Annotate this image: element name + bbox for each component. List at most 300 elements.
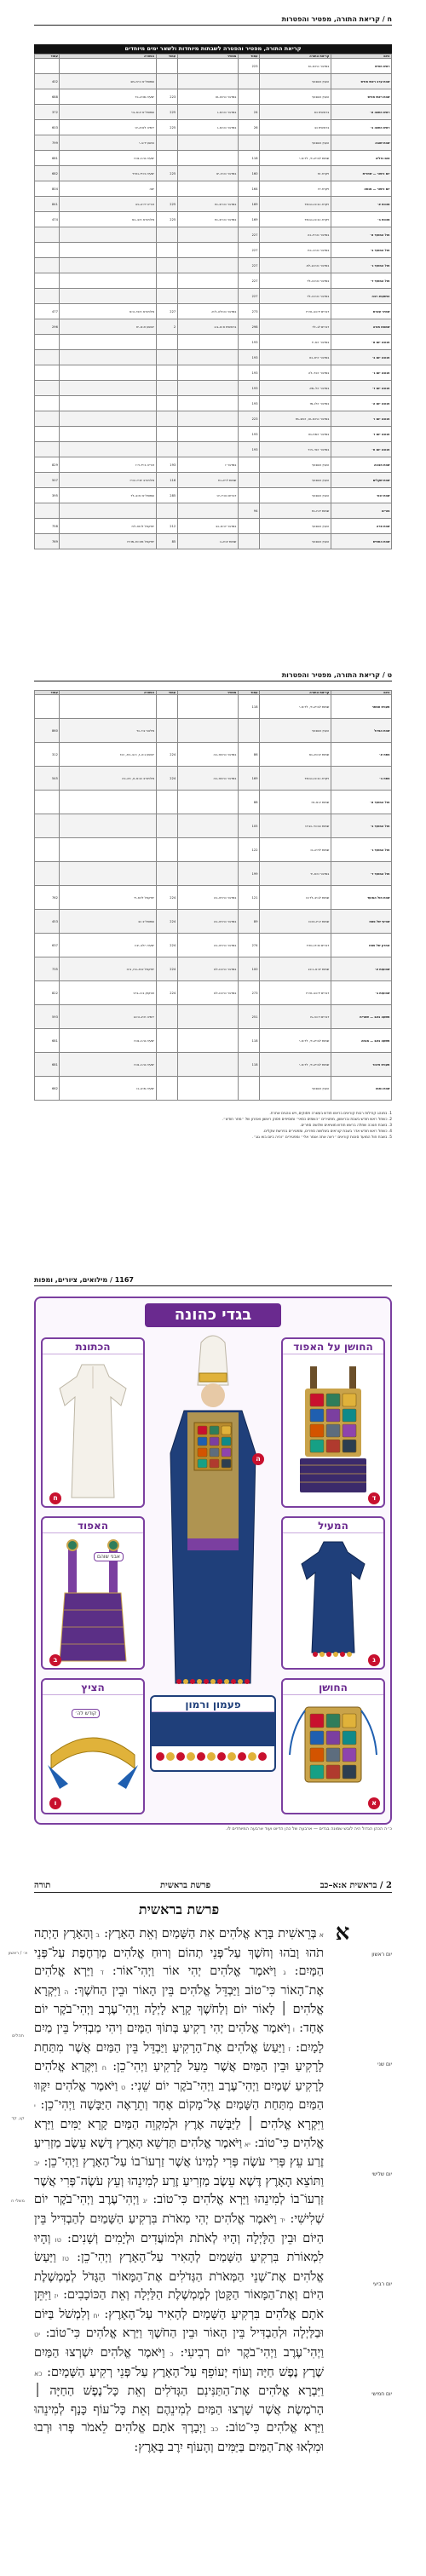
table-cell: במדבר ז	[177, 457, 238, 473]
table-cell: 225	[156, 166, 177, 181]
table-row	[35, 258, 392, 273]
table-cell: ויקרא כב:כו–כג:מד	[259, 767, 331, 791]
table-cell	[238, 488, 259, 503]
card-choshen-on-ephod	[281, 1337, 385, 1508]
day-cell: שבת נחמו	[331, 1077, 391, 1101]
table-cell: במדבר כט:כג–לא	[259, 258, 331, 273]
table-row	[35, 289, 392, 304]
table-cell	[238, 457, 259, 473]
table-cell	[35, 273, 60, 289]
table-cell	[177, 1005, 238, 1029]
pomegranate-icon	[217, 1752, 226, 1761]
table-cell: 225	[156, 120, 177, 135]
table-cell	[177, 396, 238, 411]
garments-caption: כ״ה הכהן הגדול היה לובש שמונה בגדים — ארבעה של כהן הדיוט ועוד ארבעה המיוחדים לו.	[226, 1826, 392, 1831]
verse-number: כ	[164, 2350, 174, 2359]
card-choshen	[281, 1678, 385, 1814]
table-cell: במדבר כח:כו–לא	[177, 981, 238, 1005]
table-row	[35, 981, 392, 1005]
table-cell: 193	[238, 427, 259, 442]
day-cell: אחרון של פסח	[331, 934, 391, 957]
gemstone	[310, 1731, 324, 1745]
table-cell	[60, 427, 156, 442]
badge-choshen: א	[368, 1797, 380, 1809]
table-cell: 298	[238, 319, 259, 335]
table-row	[35, 814, 392, 838]
table-cell: 395	[35, 488, 60, 503]
table-cell: 223	[156, 89, 177, 105]
table-cell: בראשית כב	[259, 120, 331, 135]
gemstone	[343, 1394, 356, 1406]
table-cell: 118	[238, 1053, 259, 1077]
table-cell: במדבר כט:יב–טז	[177, 197, 238, 212]
table-cell: מלכים־ב יא:יז–יב:יז	[60, 473, 156, 488]
table-cell: 193	[156, 457, 177, 473]
table-cell: שמות כב:כד–כג:יט	[259, 814, 331, 838]
table-cell: 682	[35, 166, 60, 181]
badge-ketonet: ח	[49, 1492, 61, 1504]
page-header-left: תורה	[34, 1881, 51, 1890]
table-row	[35, 151, 392, 166]
callout-kodesh-lashem: קודש לה׳	[72, 1709, 100, 1718]
table-cell	[35, 350, 60, 365]
column-header: עמוד	[238, 691, 259, 695]
table-row	[35, 105, 392, 120]
table-cell: הענין השבועי	[259, 519, 331, 534]
table-cell	[156, 135, 177, 151]
table-row	[35, 89, 392, 105]
verse-text: וַיֹּאמֶר אֱלֹהִים יְהִי מְאֹרֹת בִּרְקִיעַ הַשָּׁמַיִם לְהַבְדִּיל בֵּין הַיּוֹם וּבֵין הַלָּיְלָה וְהָיוּ לְאֹתֹת וּלְמוֹעֲדִים וּלְיָמִים וְשָׁנִים:	[34, 2211, 324, 2245]
day-cell: חול המועד א׳	[331, 227, 391, 243]
table-cell: במדבר כט:כ–כח	[259, 243, 331, 258]
table-cell	[35, 814, 60, 838]
table-cell: 603	[35, 120, 60, 135]
verse-number: ג	[276, 1969, 286, 1977]
table-cell: במדבר ז:כד–לה	[259, 365, 331, 381]
table-cell: 507	[35, 473, 60, 488]
day-cell: שבת פרה	[331, 519, 391, 534]
table-cell: שמות לב:יא–יד, לד:א–י	[259, 695, 331, 719]
table-cell: מלאכי ג:ד–כד	[60, 719, 156, 743]
table-cell	[156, 862, 177, 886]
table-cell: הענין השבועי	[259, 488, 331, 503]
table-cell: זכריה ב:יד–ד:ז	[60, 457, 156, 473]
table-row	[35, 862, 392, 886]
pomegranate-icon	[340, 1652, 345, 1657]
table-cell: 224	[156, 957, 177, 981]
table-cell	[238, 74, 259, 89]
table-cell	[156, 350, 177, 365]
table-cell: במדבר ז:ל–מא	[259, 381, 331, 396]
table-cell	[177, 151, 238, 166]
verse-text: וַיַּעַשׂ אֱלֹהִים אֶת־שְׁנֵי הַמְּאֹרֹת הַגְּדֹלִים אֶת־הַמָּאוֹר הַגָּדֹל לְמֶמְשֶׁלֶת הַיּוֹם וְאֶת־הַמָּאוֹר הַקָּטֹן לְמֶמְשֶׁלֶת הַלַּיְלָה וְאֵת הַכּוֹכָבִים:	[34, 2251, 324, 2303]
table-row	[35, 350, 392, 365]
gemstone	[310, 1424, 324, 1437]
margin-note: יום ראשון	[371, 1952, 392, 1958]
table-row	[35, 197, 392, 212]
table-cell: 273	[238, 304, 259, 319]
table-cell: 224	[156, 886, 177, 910]
table-cell: שמות יב:א–כ	[177, 534, 238, 549]
day-cell: חול המועד ב׳	[331, 243, 391, 258]
table-cell	[60, 381, 156, 396]
day-cell: שבועות א׳	[331, 957, 391, 981]
table-cell	[238, 135, 259, 151]
day-cell: שבת ערב ראש חודש	[331, 74, 391, 89]
table-cell	[35, 503, 60, 519]
day-cell: שבת חול המועד	[331, 886, 391, 910]
day-cell: שביעי של פסח	[331, 910, 391, 934]
table-cell	[156, 243, 177, 258]
table-cell	[238, 473, 259, 488]
table-cell: 24	[238, 105, 259, 120]
table-cell: 225	[156, 197, 177, 212]
table-cell	[156, 181, 177, 197]
day-cell: שבת ראש חודש	[331, 89, 391, 105]
verse-number: יז	[50, 2292, 59, 2301]
column-header: קריאת התורה	[259, 691, 331, 695]
gemstone	[343, 1424, 356, 1437]
table-cell: דברים טו:יט–טז:יז	[259, 934, 331, 957]
verse-text: וַיִּבְרָא אֱלֹהִים אֶת־הַתַּנִּינִם הַגְּדֹלִים וְאֵת כָּל־נֶפֶשׁ הַחַיָּה ׀ הָרֹמֶשֶׂת אֲשֶׁר שָׁרְצוּ הַמַּיִם לְמִינֵהֶם וְאֵת כָּל־עוֹף כָּנָף לְמִינֵהוּ וַיַּרְא אֱלֹהִים כִּי־טוֹב:	[34, 2384, 324, 2435]
table-cell: 2	[156, 319, 177, 335]
badge-tzitz: ו	[49, 1797, 61, 1809]
chapter-mark: א	[335, 1920, 350, 1946]
choshen-ephod-illustration	[283, 1354, 383, 1504]
bell-icon	[320, 1652, 325, 1657]
table-cell: במדבר כט:יז–כה	[259, 227, 331, 243]
table-row	[35, 396, 392, 411]
table-cell: 251	[238, 1005, 259, 1029]
day-cell: שמחת תורה	[331, 319, 391, 335]
gemstone	[310, 1394, 324, 1406]
table-cell	[35, 396, 60, 411]
table-cell: 453	[35, 910, 60, 934]
table-cell	[177, 381, 238, 396]
high-priest-figure	[150, 1334, 276, 1692]
margin-note: יום חמישי	[371, 2391, 392, 2397]
section-title: פרשת בראשית	[138, 1901, 220, 1918]
table-cell: דברים יד:כב–טז:יז	[259, 981, 331, 1005]
gemstone	[310, 1748, 324, 1762]
pomegranate-icon	[190, 1679, 195, 1684]
table-row	[35, 411, 392, 427]
day-cell: שבת שקלים	[331, 473, 391, 488]
table-cell: 193	[238, 335, 259, 350]
table-cell: 89	[238, 910, 259, 934]
card-title: הציץ	[43, 1680, 143, 1695]
gemstone	[326, 1424, 340, 1437]
table-cell: 227	[238, 273, 259, 289]
day-cell: תשעה באב — שחרית	[331, 1005, 391, 1029]
table-cell	[177, 1029, 238, 1053]
column-header: עמוד	[35, 691, 60, 695]
table-cell: 193	[238, 396, 259, 411]
table-cell: 122	[238, 838, 259, 862]
table-cell	[238, 519, 259, 534]
verse-text: וַיְהִי־עֶרֶב וַיְהִי־בֹקֶר יוֹם שְׁלִישִׁי:	[34, 2193, 324, 2226]
table-cell	[35, 365, 60, 381]
table-cell: ישעיה נה:ו–נו:ח	[60, 151, 156, 166]
day-cell: חול המועד ג׳	[331, 838, 391, 862]
verse-number: ה	[60, 1987, 69, 1996]
table-cell: יהושע ג:ה–ז, ה:ב–ו:א, ו:כז	[60, 743, 156, 767]
readings-table-2	[34, 690, 392, 1101]
gemstone	[222, 1426, 231, 1435]
page-table-special-days	[0, 0, 426, 596]
day-cell: שבת זכור	[331, 488, 391, 503]
table-row	[35, 212, 392, 227]
card-title: המעיל	[283, 1518, 383, 1533]
table-cell	[177, 273, 238, 289]
margin-note: יום שני	[377, 2061, 392, 2067]
card-title: הכתונת	[43, 1339, 143, 1354]
table-row	[35, 304, 392, 319]
ketonet-illustration	[43, 1354, 143, 1504]
table-cell: שמות לג:יב–לד:כו	[259, 886, 331, 910]
day-cell: שבת חנוכה	[331, 457, 391, 473]
table-row	[35, 886, 392, 910]
table-cell	[177, 503, 238, 519]
table-cell: 169	[238, 767, 259, 791]
gemstone	[210, 1426, 219, 1435]
table-cell	[60, 59, 156, 74]
verse-text: וַיִּתֵּן אֹתָם אֱלֹהִים בִּרְקִיעַ הַשָּׁמָיִם לְהָאִיר עַל־הָאָרֶץ:	[34, 2288, 324, 2321]
table-cell	[35, 243, 60, 258]
card-tzitz	[41, 1678, 145, 1814]
table-cell: 85	[156, 534, 177, 549]
table-row	[35, 767, 392, 791]
verse-number: ו	[290, 2025, 295, 2033]
gemstone	[326, 1748, 340, 1762]
table-cell: במדבר כט:ז–יא	[177, 166, 238, 181]
page-bereshit	[0, 1866, 426, 2576]
table-row	[35, 695, 392, 719]
page-header-right: ח / קריאת התורה, מפטיר והפטרות	[281, 15, 392, 23]
table-cell: 372	[35, 105, 60, 120]
table-cell	[35, 427, 60, 442]
day-cell: חנוכה יום ה׳	[331, 396, 391, 411]
gemstone	[210, 1448, 219, 1457]
table-cell	[156, 814, 177, 838]
table-row	[35, 473, 392, 488]
table-cell	[35, 335, 60, 350]
bell-icon	[210, 1679, 216, 1684]
verse-number: א	[316, 1931, 324, 1939]
margin-notes	[331, 1951, 392, 2500]
table-cell	[60, 396, 156, 411]
table-cell: 477	[35, 304, 60, 319]
day-cell: פסח א׳	[331, 743, 391, 767]
table-cell: דברים לג–לד	[259, 319, 331, 335]
pomegranate-icon	[313, 1652, 318, 1657]
verse-text: וַיִּקְרָא אֱלֹהִים ׀ לָאוֹר יוֹם וְלַחֹשֶׁךְ קָרָא לָיְלָה וַיְהִי־עֶרֶב וַיְהִי־בֹקֶר יוֹם אֶחָד:	[34, 1983, 324, 2035]
table-row	[35, 442, 392, 457]
table-cell: 758	[35, 519, 60, 534]
table-cell: יחזקאל א:א–כח, ג:יב	[60, 957, 156, 981]
table-cell: 274	[238, 934, 259, 957]
table-cell	[60, 411, 156, 427]
table-row	[35, 74, 392, 89]
table-cell: 116	[156, 473, 177, 488]
bells-pomegranates-illustration	[152, 1712, 274, 1770]
table-cell: 227	[238, 258, 259, 273]
table-cell: 545	[35, 767, 60, 791]
bell-icon	[333, 1652, 338, 1657]
table-cell: שמות לד:א–כו	[259, 838, 331, 862]
card-ketonet	[41, 1337, 145, 1508]
table-cell	[35, 227, 60, 243]
page-header	[34, 12, 392, 26]
card-title: החושן על האפוד	[283, 1339, 383, 1354]
day-cell: ראש השנה ב׳	[331, 120, 391, 135]
cross-reference: תהלים	[12, 2033, 24, 2038]
table-cell	[35, 791, 60, 814]
card-meil	[281, 1516, 385, 1670]
table-cell: 193	[238, 381, 259, 396]
gemstone	[326, 1765, 340, 1779]
table-cell: שמות יז:ח–טז	[259, 503, 331, 519]
table-cell: ישעיה נה:ו–נו:ח	[60, 1053, 156, 1077]
column-header: הפטרה	[60, 691, 156, 695]
footnote: 3. בשבת חנוכה שחלה בראש חודש מוציאים שלושה ספרים.	[300, 1124, 392, 1128]
column-header: עמוד	[35, 55, 60, 59]
table-row	[35, 319, 392, 335]
table-row	[35, 1077, 392, 1101]
table-cell	[177, 258, 238, 273]
table-cell: ישעיה מ:א–כו	[60, 1077, 156, 1101]
card-title: החושן	[283, 1680, 383, 1695]
table-cell: 227	[238, 289, 259, 304]
gemstone	[198, 1459, 207, 1468]
table-cell: במדבר ז:יח–כט	[259, 350, 331, 365]
table-cell	[177, 1077, 238, 1101]
day-cell: חנוכה יום ז׳	[331, 427, 391, 442]
table-cell: ירמיה ח:יג–ט:כג	[60, 1005, 156, 1029]
verse-text: וַיֹּאמֶר אֱלֹהִים יְהִי רָקִיעַ בְּתוֹךְ הַמָּיִם וִיהִי מַבְדִּיל בֵּין מַיִם לָמָיִם:	[34, 2021, 324, 2055]
table-cell: 224	[156, 910, 177, 934]
table-cell: במדבר יט:א–כב	[177, 519, 238, 534]
verse-number: ח	[97, 2064, 106, 2073]
table-cell: 169	[238, 197, 259, 212]
table-cell: דברים כה:יז–יט	[177, 488, 238, 503]
table-cell: 285	[156, 488, 177, 503]
table-row	[35, 365, 392, 381]
pomegranate-icon	[245, 1679, 250, 1684]
table-cell	[177, 289, 238, 304]
table-cell: שמואל־א א:א–ב:י	[60, 105, 156, 120]
table-cell: יהושע א:א–יח	[60, 319, 156, 335]
table-cell: 164	[238, 181, 259, 197]
gemstone	[210, 1437, 219, 1446]
table-cell: דברים יד:כב–טז:יז	[259, 304, 331, 319]
table-cell: 225	[156, 105, 177, 120]
gemstone	[310, 1440, 324, 1452]
page-header-left: 1167 / מילואים, ציורים, ומפות	[34, 1276, 134, 1284]
table-cell: שמות לב:יא–יד, לד:א–י	[259, 1053, 331, 1077]
day-cell: יום כיפור — מנחה	[331, 181, 391, 197]
table-cell: שמואל־א טו:ב–לד	[60, 488, 156, 503]
table-cell	[60, 814, 156, 838]
ephod-illustration	[43, 1533, 143, 1666]
day-cell: חנוכה יום ד׳	[331, 381, 391, 396]
table-cell: במדבר כח:יט–כה	[177, 934, 238, 957]
table-cell	[60, 791, 156, 814]
table-row	[35, 335, 392, 350]
column-header: היום	[331, 691, 391, 695]
table-cell	[177, 335, 238, 350]
table-cell: ישעיה סו:א–כד	[60, 89, 156, 105]
page-table-festivals	[0, 656, 426, 1201]
table-cell: הענין השבועי	[259, 473, 331, 488]
table-cell: הענין השבועי	[259, 719, 331, 743]
footnote: 2. כשחל ראש חודש בשבת ובראשון, מפטירים ״השמים כסאי״ ומוסיפים פסוק ראשון ואחרון של ״מחר חודש״.	[222, 1118, 392, 1122]
table-cell: שמות לב:יא–יד, לד:א–י	[259, 1029, 331, 1053]
table-row	[35, 166, 392, 181]
table-cell: דברים ד:כה–מ	[259, 1005, 331, 1029]
gemstone	[210, 1459, 219, 1468]
verse-text: וַיַּעַשׂ אֱלֹהִים אֶת־הָרָקִיעַ וַיַּבְדֵּל בֵּין הַמַּיִם אֲשֶׁר מִתַּחַת לָרָקִיעַ וּבֵין הַמַּיִם אֲשֶׁר מֵעַל לָרָקִיעַ וַיְהִי־כֵן:	[34, 2040, 324, 2074]
table-cell: במדבר כח:א–טו	[259, 59, 331, 74]
bell-icon	[197, 1679, 202, 1684]
table-cell	[156, 381, 177, 396]
table-banner: קריאת התורה, מפטיר והפטרה לשבתות מיוחדות ולשאר ימים מיוחדים	[34, 44, 392, 54]
table-row	[35, 791, 392, 814]
day-cell: שבועות ב׳	[331, 981, 391, 1005]
callout-avnei-shoham: אבני שוהם	[94, 1552, 124, 1561]
table-cell	[238, 89, 259, 105]
verse-text: וַיִּקְרָא אֱלֹהִים ׀ לַיַּבָּשָׁה אֶרֶץ וּלְמִקְוֵה הַמַּיִם קָרָא יַמִּים וַיַּרְא אֱלֹהִים כִּי־טוֹב:	[34, 2117, 324, 2150]
table-cell	[177, 695, 238, 719]
table-cell: מלכים־א ח:ב–כא	[60, 212, 156, 227]
table-cell: 841	[35, 197, 60, 212]
table-cell: שמואל־א כ:יח–מב	[60, 74, 156, 89]
card-title: פעמון ורמון	[152, 1697, 274, 1712]
gemstone	[198, 1437, 207, 1446]
table-cell: במדבר כח:כו–לא	[177, 957, 238, 981]
page-header	[34, 1879, 392, 1893]
table-cell	[35, 862, 60, 886]
margin-note: יום שלישי	[371, 2171, 392, 2177]
gemstone	[310, 1714, 324, 1728]
choshen-illustration	[283, 1695, 383, 1811]
day-cell: פורים	[331, 503, 391, 519]
verse-number: ז	[285, 2044, 291, 2053]
table-cell: 118	[238, 695, 259, 719]
table-row	[35, 427, 392, 442]
table-cell: במדבר כח:ט–טו	[177, 89, 238, 105]
gemstone	[343, 1765, 356, 1779]
pomegranate-icon	[197, 1752, 205, 1761]
table-cell	[156, 151, 177, 166]
table-row	[35, 838, 392, 862]
table-cell	[238, 719, 259, 743]
footnote: 5. בשבת חול המועד סוכות קוראים ״ראה אתה אומר אלי״ ומפטירים ״והיה ביום בוא גוג״.	[252, 1136, 392, 1140]
table-cell: יחזקאל מה:טז–מו:יח	[60, 534, 156, 549]
column-header: הפטרה	[60, 55, 156, 59]
table-cell: 193	[238, 442, 259, 457]
gemstone	[343, 1731, 356, 1745]
table-cell: חבקוק ב:כ–ג:יט	[60, 981, 156, 1005]
table-cell: במדבר כט:כו–לד	[259, 273, 331, 289]
verse-number: יד	[276, 2216, 285, 2224]
table-cell	[35, 258, 60, 273]
table-cell	[156, 273, 177, 289]
card-title: האפוד	[43, 1518, 143, 1533]
table-cell	[35, 442, 60, 457]
day-cell: סוכות א׳	[331, 197, 391, 212]
table-cell: 160	[238, 166, 259, 181]
